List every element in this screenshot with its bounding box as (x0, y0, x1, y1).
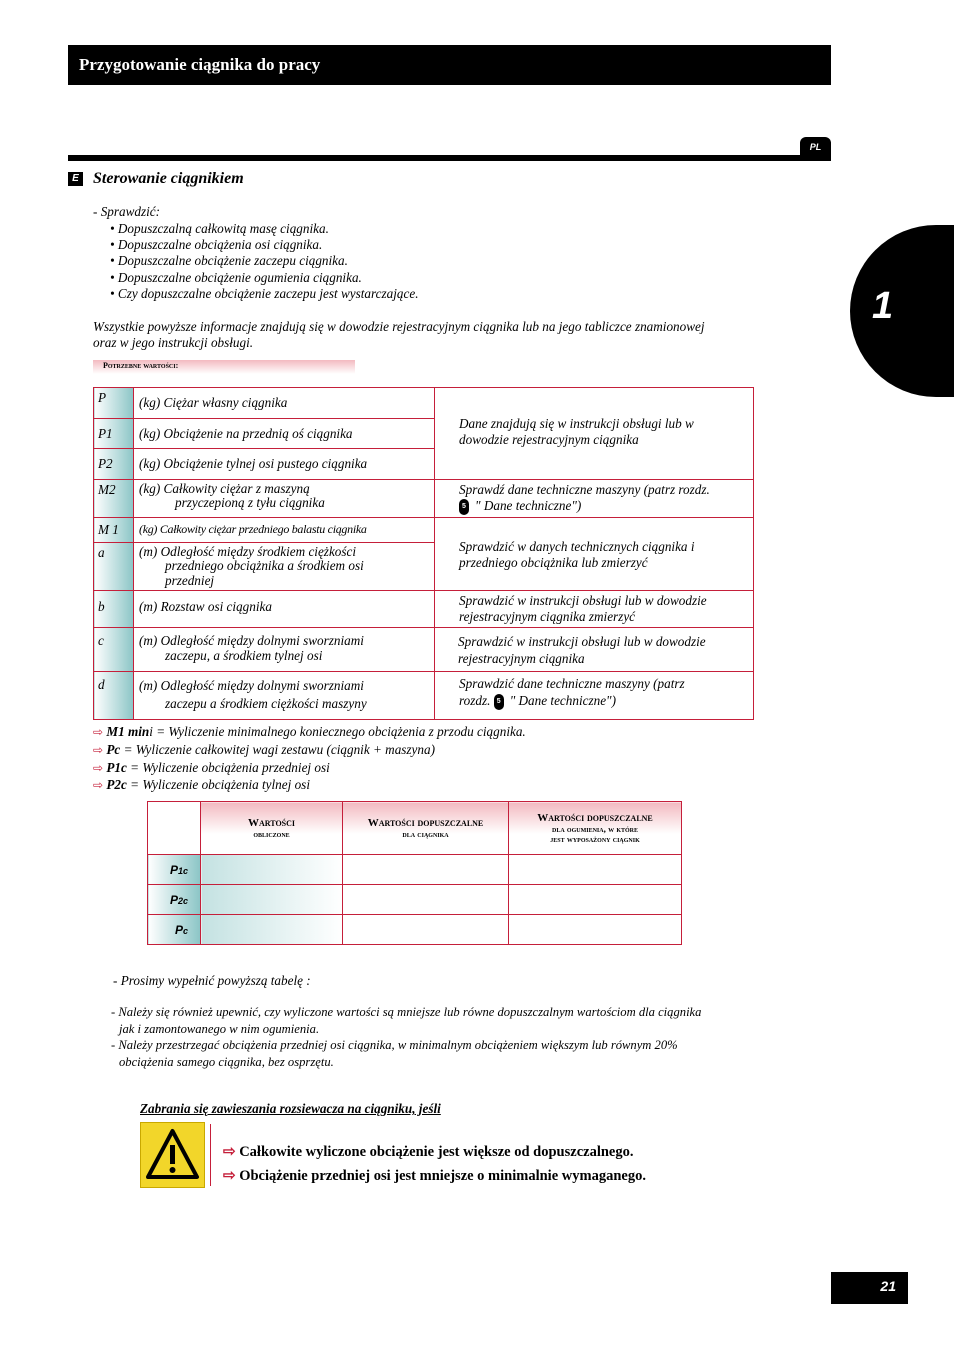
observe-instruction: - Należy przestrzegać obciążenia przedniej osi ciągnika, w minimalnym obciążeniem większym lub równym 20% (111, 1038, 678, 1052)
chapter-ref-icon: 5 (494, 694, 504, 710)
header-text: jest wyposażony ciągnik (550, 834, 640, 844)
note-cell (435, 480, 754, 518)
warning-title: Zabrania się zawieszania rozsiewacza na ciągniku, jeśli (140, 1101, 441, 1116)
header-text: obliczone (253, 829, 290, 839)
note-text: Sprawdzić dane techniczne maszyny (patrz (459, 676, 685, 692)
arrow-right-icon: ⇨ (93, 778, 104, 792)
note-text: rejestracyjnym ciągnika (458, 651, 585, 667)
page-number: 21 (831, 1272, 908, 1304)
note-text: Sprawdzić w instrukcji obsługi lub w dowodzie (458, 634, 706, 650)
symbol-cell: d (94, 672, 134, 720)
definition-text: i = Wyliczenie minimalnego koniecznego obciążenia z przodu ciągnika. (149, 724, 526, 739)
tractor-limit-cell[interactable] (343, 855, 509, 885)
check-item: • Dopuszczalne obciążenie zaczepu ciągnika. (110, 253, 348, 268)
section-title: Sterowanie ciągnikiem (93, 170, 244, 187)
note-text: Sprawdzić w instrukcji obsługi lub w dowodzie (459, 593, 707, 609)
info-line: oraz w jego instrukcji obsługi. (93, 335, 254, 350)
ensure-instruction: jak i zamontowanego w nim ogumienia. (119, 1022, 320, 1036)
warning-item-text: Obciążenie przedniej osi jest mniejsze o minimalnie wymaganego. (239, 1168, 646, 1184)
fill-instruction: - Prosimy wypełnić powyższą tabelę : (113, 973, 311, 988)
table-row (148, 855, 682, 885)
calculated-value-cell[interactable] (201, 855, 343, 885)
table-row (94, 672, 754, 720)
note-text: Sprawdź dane techniczne maszyny (patrz rozdz. (459, 482, 710, 497)
row-label-text: P (174, 922, 183, 937)
column-header (201, 802, 343, 855)
calculated-value-cell[interactable] (201, 915, 343, 945)
info-line: Wszystkie powyższe informacje znajdują się w dowodzie rejestracyjnym ciągnika lub na jego tabliczce znamionowej (93, 319, 705, 334)
note-text: dowodzie rejestracyjnym ciągnika (459, 432, 639, 447)
chapter-tab (850, 225, 954, 397)
description-cell (134, 517, 435, 542)
description-cell (134, 419, 435, 449)
header-text: Wartości dopuszczalne (367, 817, 484, 829)
corner-cell (148, 802, 201, 855)
note-cell (435, 591, 754, 628)
warning-divider (210, 1124, 211, 1186)
note-text: przedniego obciążnika lub zmierzyć (459, 554, 648, 570)
description-text: (kg) Obciążenie tylnej osi pustego ciągnika (139, 456, 368, 471)
description-text: przedniego obciążnika a środkiem osi (165, 558, 364, 574)
description-cell (134, 628, 435, 672)
note-cell (435, 628, 754, 672)
arrow-right-icon: ⇨ (93, 761, 104, 775)
description-text: zaczepu, a środkiem tylnej osi (165, 648, 323, 664)
description-text: przedniej (165, 572, 215, 588)
table-row (94, 480, 754, 518)
language-tab: PL (800, 137, 831, 161)
page-header (68, 45, 831, 85)
symbol-cell: M2 (94, 480, 134, 518)
tractor-limit-cell[interactable] (343, 885, 509, 915)
values-table (93, 387, 754, 720)
section-rule (68, 155, 831, 161)
description-text: (m) Odległość między środkiem ciężkości (139, 543, 357, 559)
definition-text: = Wyliczenie obciążenia przedniej osi (126, 760, 330, 775)
description-text: (kg) Całkowity ciężar przedniego balastu ciągnika (139, 521, 367, 536)
definition-text: = Wyliczenie całkowitej wagi zestawu (ciągnik + maszyna) (120, 742, 435, 757)
warning-item (223, 1166, 646, 1185)
chapter-ref-icon: 5 (459, 499, 469, 515)
warning-icon (140, 1122, 205, 1188)
row-label-text: P (169, 862, 178, 877)
note-cell (435, 388, 754, 480)
description-cell (134, 591, 435, 628)
description-cell (134, 542, 435, 591)
required-values-label: Potrzebne wartości: (103, 361, 179, 370)
note-text: " Dane techniczne") (475, 498, 582, 513)
row-label-subscript: 2c (177, 895, 188, 906)
description-text: (m) Odległość między dolnymi sworzniami (139, 633, 364, 649)
row-label-subscript: 1c (177, 865, 188, 876)
symbol-cell: P2 (94, 449, 134, 480)
section-marker: E (68, 172, 83, 186)
check-intro: - Sprawdzić: (93, 204, 161, 219)
observe-instruction: obciążenia samego ciągnika, bez osprzętu. (119, 1055, 334, 1069)
definition-text: = Wyliczenie obciążenia tylnej osi (126, 777, 310, 792)
table-row (148, 885, 682, 915)
note-cell (435, 517, 754, 591)
table-row (94, 628, 754, 672)
description-text: (kg) Całkowity ciężar z maszyną (139, 481, 310, 496)
header-text: dla ciągnika (402, 829, 449, 839)
warning-item (223, 1142, 633, 1161)
ensure-instruction: - Należy się również upewnić, czy wyliczone wartości są mniejsze lub równe dopuszczalnym wartościom dla ciągnika (111, 1005, 702, 1019)
description-text: (kg) Obciążenie na przednią oś ciągnika (139, 426, 353, 441)
symbol-cell: M 1 (94, 517, 134, 542)
description-cell (134, 388, 435, 419)
description-text: (kg) Ciężar własny ciągnika (139, 395, 288, 410)
header-text: dla ogumienia, w które (551, 824, 638, 834)
tyre-limit-cell[interactable] (509, 885, 682, 915)
note-text: " Dane techniczne") (509, 693, 616, 709)
description-text: (m) Rozstaw osi ciągnika (139, 599, 272, 615)
description-cell (134, 672, 435, 720)
calculation-table (147, 801, 682, 945)
description-cell (134, 449, 435, 480)
table-row (148, 915, 682, 945)
header-text: Wartości (247, 817, 296, 829)
chapter-number: 1 (872, 285, 894, 327)
note-text: Dane znajdują się w instrukcji obsługi lub w (459, 416, 694, 431)
description-text: przyczepioną z tyłu ciągnika (175, 495, 325, 510)
check-item: • Dopuszczalną całkowitą masę ciągnika. (110, 221, 329, 236)
symbol-cell: P1 (94, 419, 134, 449)
note-cell (435, 672, 754, 720)
arrow-right-icon: ⇨ (93, 743, 104, 757)
note-text: rozdz. (459, 693, 491, 709)
row-label (148, 855, 201, 885)
note-text: rejestracyjnym ciągnika zmierzyć (459, 609, 636, 625)
table-row (94, 388, 754, 419)
row-label (148, 885, 201, 915)
arrow-right-icon: ⇨ (223, 1168, 236, 1184)
row-label-text: P (169, 892, 178, 907)
check-item: • Dopuszczalne obciążenia osi ciągnika. (110, 237, 323, 252)
arrow-right-icon: ⇨ (223, 1144, 236, 1160)
description-text: zaczepu a środkiem ciężkości maszyny (165, 696, 367, 712)
table-header-row (148, 802, 682, 855)
definition-term: P2c (106, 777, 127, 792)
column-header (343, 802, 509, 855)
definition-term: Pc (106, 742, 121, 757)
check-item: • Dopuszczalne obciążenie ogumienia ciągnika. (110, 270, 362, 285)
tyre-limit-cell[interactable] (509, 915, 682, 945)
definition-item (93, 777, 310, 793)
note-text: Sprawdzić w danych technicznych ciągnika i (459, 538, 695, 554)
symbol-cell: P (94, 388, 134, 419)
header-text: Wartości dopuszczalne (537, 812, 653, 824)
definition-term: P1c (106, 760, 127, 775)
definition-item (93, 724, 526, 740)
table-row (94, 517, 754, 542)
symbol-cell: b (94, 591, 134, 628)
column-header (509, 802, 682, 855)
definition-item (93, 742, 435, 758)
warning-item-text: Całkowite wyliczone obciążenie jest większe od dopuszczalnego. (239, 1144, 634, 1160)
tyre-limit-cell[interactable] (509, 855, 682, 885)
table-row (94, 591, 754, 628)
definition-term: M1 min (106, 724, 150, 739)
calculated-value-cell[interactable] (201, 885, 343, 915)
description-text: (m) Odległość między dolnymi sworzniami (139, 678, 364, 694)
header-title: Przygotowanie ciągnika do pracy (79, 55, 321, 74)
symbol-cell: a (94, 542, 134, 591)
description-cell (134, 480, 435, 518)
check-item: • Czy dopuszczalne obciążenie zaczepu jest wystarczające. (110, 286, 419, 301)
symbol-cell: c (94, 628, 134, 672)
arrow-right-icon: ⇨ (93, 725, 104, 739)
definition-item (93, 760, 330, 776)
row-label-subscript: c (182, 925, 188, 936)
row-label (148, 915, 201, 945)
tractor-limit-cell[interactable] (343, 915, 509, 945)
